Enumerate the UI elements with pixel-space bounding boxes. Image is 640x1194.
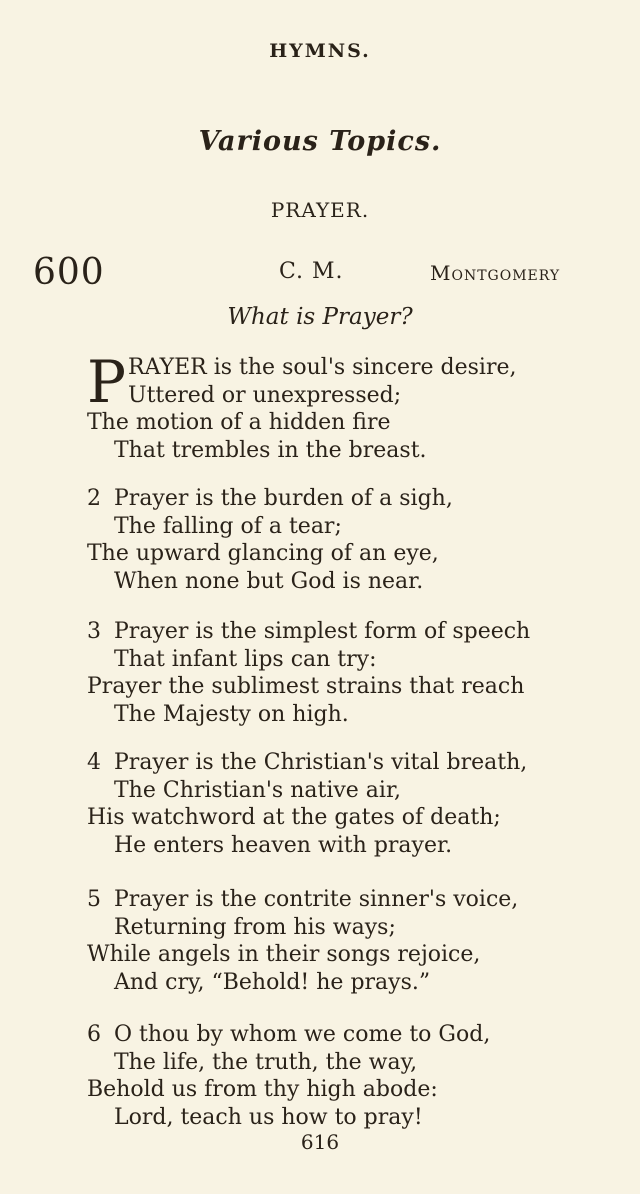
stanza-first-line [87, 1021, 490, 1049]
stanza-number: 4 [87, 750, 101, 775]
stanza-first-line [87, 749, 527, 777]
stanza-line: Behold us from thy high abode: [87, 1077, 438, 1102]
stanza-6 [87, 1021, 490, 1131]
stanza-number: 2 [87, 486, 101, 511]
stanza-line: The falling of a tear; [114, 513, 342, 539]
stanza-2 [87, 485, 453, 595]
stanza-line-with-dropcap [87, 348, 517, 416]
stanza-line: He enters heaven with prayer. [114, 832, 453, 858]
stanza-first-line [87, 618, 530, 646]
stanza-4 [87, 749, 527, 859]
stanza-first-line [87, 485, 453, 513]
stanza-1 [87, 348, 517, 464]
page-number: 616 [300, 1130, 340, 1154]
stanza-line: That infant lips can try: [114, 646, 377, 672]
stanza-5 [87, 886, 518, 996]
stanza-3 [87, 618, 530, 728]
running-head: HYMNS. [269, 40, 371, 62]
stanza-line: Prayer is the simplest form of speech [114, 619, 531, 644]
subject-heading: PRAYER. [270, 198, 370, 222]
stanza-line: RAYER is the soul's sincere desire, [128, 355, 517, 380]
stanza-line: The Majesty on high. [114, 701, 349, 727]
hymn-title: What is Prayer? [227, 304, 413, 330]
stanza-number: 6 [87, 1022, 101, 1047]
stanza-line: While angels in their songs rejoice, [87, 942, 481, 967]
stanza-line: Prayer is the Christian's vital breath, [114, 750, 528, 775]
stanza-line: Prayer is the burden of a sigh, [114, 486, 453, 511]
stanza-line: His watchword at the gates of death; [87, 805, 501, 830]
hymn-tune: Montgomery [430, 261, 561, 285]
stanza-line: Uttered or unexpressed; [128, 382, 402, 408]
stanza-line: Returning from his ways; [114, 914, 396, 940]
stanza-line: The motion of a hidden fire [87, 410, 391, 435]
stanza-first-line [87, 886, 518, 914]
stanza-line: The life, the truth, the way, [114, 1049, 418, 1075]
hymn-number: 600 [33, 252, 105, 293]
stanza-line: The Christian's native air, [114, 777, 402, 803]
drop-cap: P [87, 348, 127, 416]
stanza-line: And cry, “Behold! he prays.” [114, 969, 431, 995]
stanza-number: 3 [87, 619, 101, 644]
stanza-line: Prayer the sublimest strains that reach [87, 674, 525, 699]
hymn-meter: C. M. [279, 259, 344, 284]
stanza-line: Prayer is the contrite sinner's voice, [114, 887, 519, 912]
stanza-number: 5 [87, 887, 101, 912]
stanza-line: The upward glancing of an eye, [87, 541, 439, 566]
stanza-line: O thou by whom we come to God, [114, 1022, 491, 1047]
stanza-line: Lord, teach us how to pray! [114, 1104, 423, 1130]
stanza-line: That trembles in the breast. [114, 437, 427, 463]
section-title: Various Topics. [198, 126, 442, 157]
stanza-line: When none but God is near. [114, 568, 424, 594]
